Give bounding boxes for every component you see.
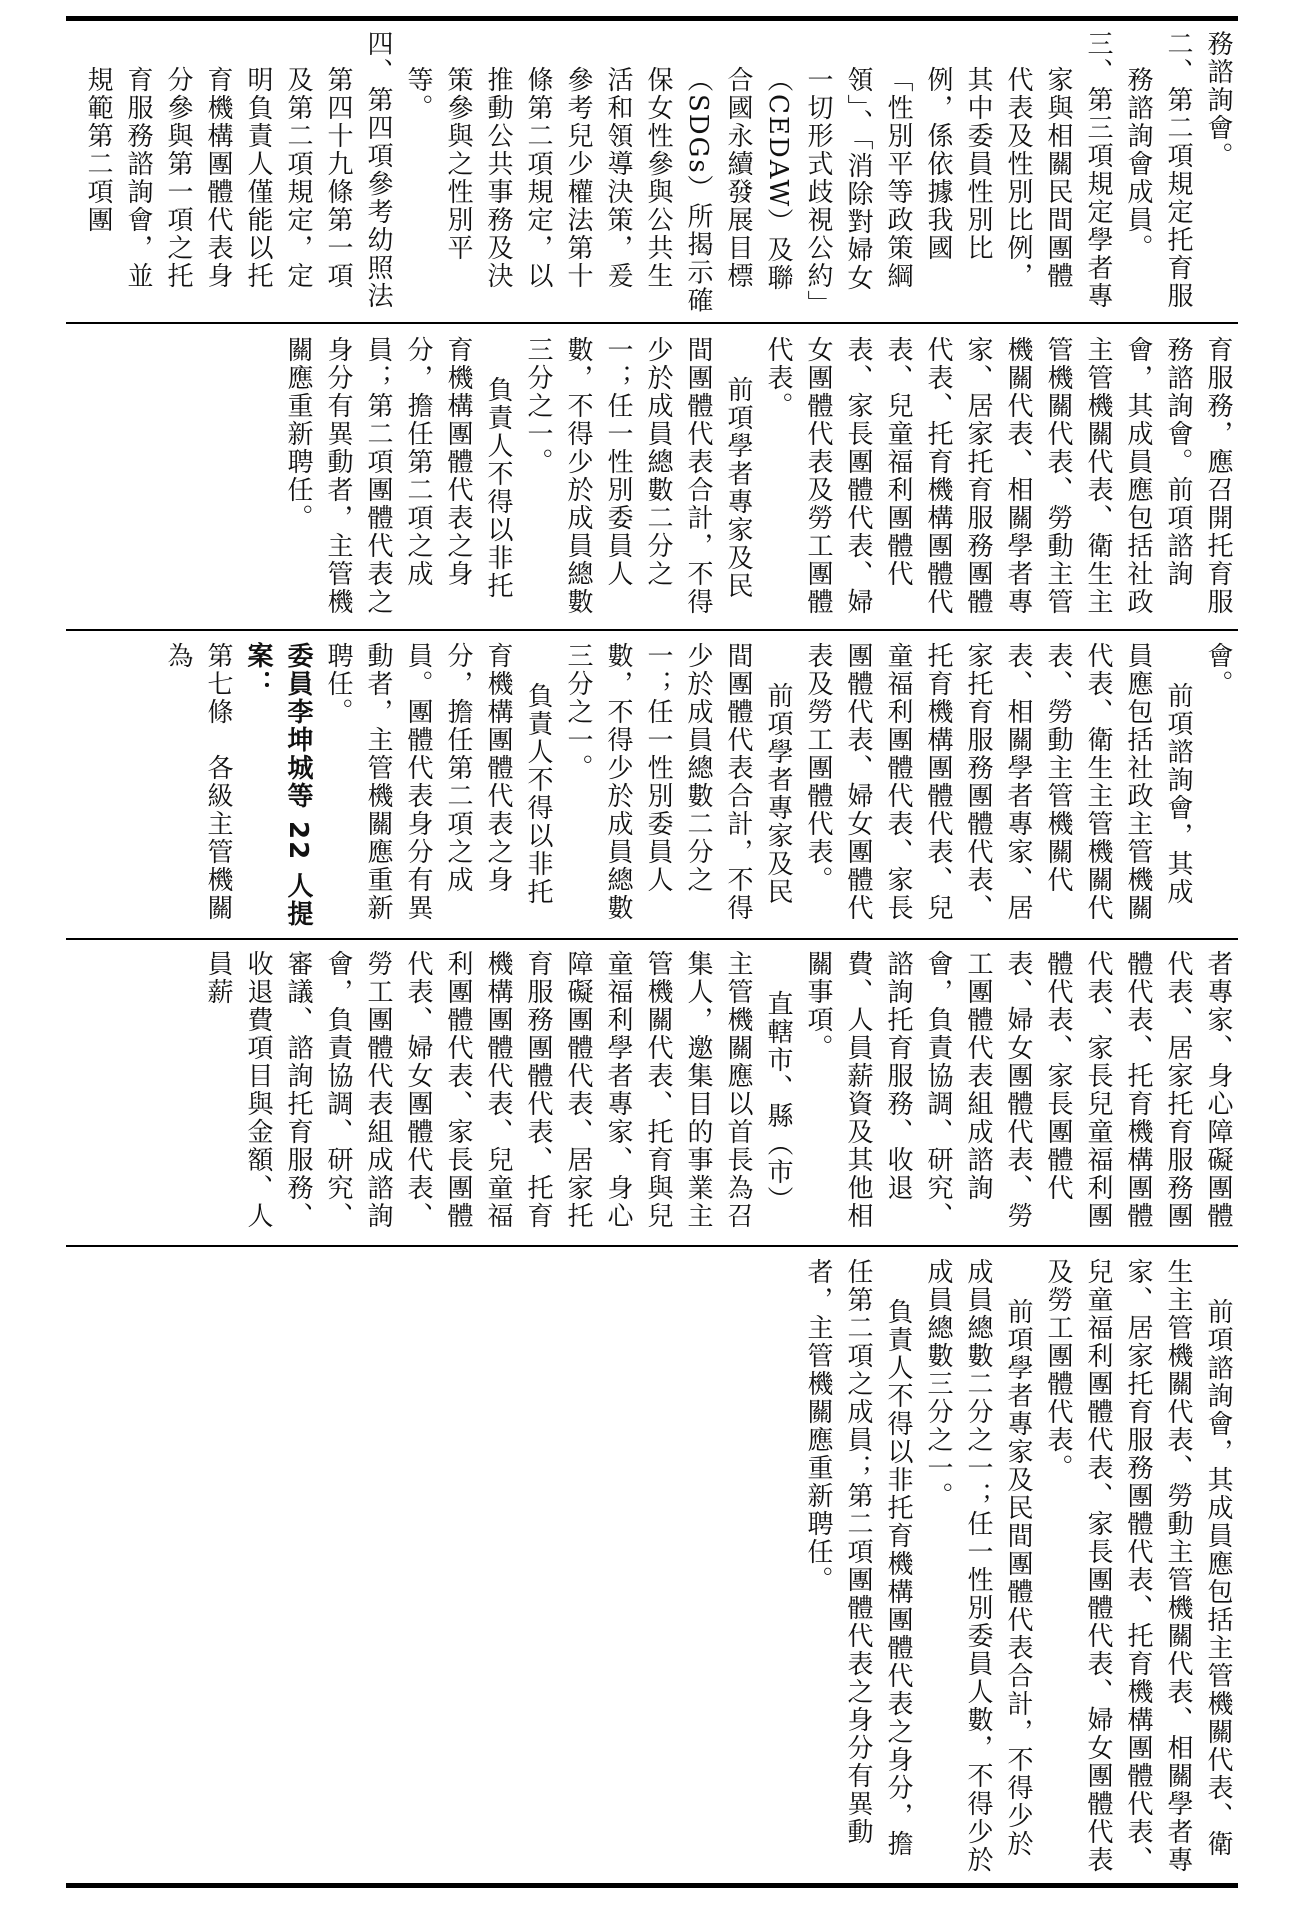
proposal-heading: 委員李坤城等 22 人提案： — [243, 642, 313, 929]
paragraph: 前項諮詢會，其成員應包括社政主管機關代表、衛生主管機關代表、勞動主管機關代表、相關學者專家、居家托育服務團體代表、托育機構團體代表、兒童福利團體代表、家長團體代表、婦女團體代表及勞工團體代表。 — [803, 642, 1193, 922]
paragraph: 負責人不得以非托育機構團體代表之身分，擔任第二項之成員；第二項團體代表之身分有異動者，主管機關應重新聘任。 — [803, 1258, 913, 1858]
text-block-5 — [66, 1258, 1238, 1878]
paragraph: 前項學者專家及民間團體代表合計，不得少於成員總數二分之一；任一性別委員人數，不得少於成員總數三分之一。 — [563, 642, 793, 922]
paragraph: 前項學者專家及民間團體代表合計，不得少於成員總數二分之一；任一性別委員人數，不得少於成員總數三分之一。 — [523, 336, 753, 616]
text-block-3 — [66, 642, 1238, 932]
paragraph: 三、第三項規定學者專家與相關民間團體代表及性別比例，其中委員性別比例，係依據我國「性別平等政策綱領」、「消除對婦女一切形式歧視公約」（CEDAW）及聯合國永續發展目標（SDGs）所揭示確保女性參與公共生活和領導決策，爰參考兒少權法第十條第二項規定，以推動公共事務及決策參與之性別平等。 — [403, 30, 1113, 315]
column-divider — [66, 629, 1238, 631]
paragraph: 直轄市、縣（市）主管機關應以首長為召集人，邀集目的事業主管機關代表、托育與兒童福利學者專家、身心障礙團體代表、居家托育服務團體代表、托育機構團體代表、兒童福利團體代表、家長團體代表、婦女團體代表、勞工團體代表組成諮詢會，負責協調、研究、審議、諮詢托育服務、收退費項目與金額、人員薪 — [203, 950, 793, 1230]
paragraph: 者專家、身心障礙團體代表、居家托育服務團體代表、托育機構團體代表、家長兒童福利團體代表、家長團體代表、婦女團體代表、勞工團體代表組成諮詢會，負責協調、研究、諮詢托育服務、收退費、人員薪資及其他相關事項。 — [803, 950, 1233, 1230]
paragraph: 四、第四項參考幼照法第四十九條第一項及第二項規定，定明負責人僅能以托育機構團體代表身分參與第一項之托育服務諮詢會，並規範第二項團 — [83, 30, 393, 310]
paragraph: 二、第二項規定托育服務諮詢會成員。 — [1123, 30, 1193, 310]
bottom-rule — [66, 1883, 1238, 1888]
paragraph: 務諮詢會。 — [1203, 30, 1233, 170]
text-block-4 — [66, 950, 1238, 1240]
column-divider — [66, 322, 1238, 324]
text-block-2 — [66, 336, 1238, 623]
paragraph: 第七條 各級主管機關為 — [163, 642, 233, 922]
paragraph: 會。 — [1203, 642, 1233, 698]
paragraph: 前項學者專家及民間團體代表合計，不得少於成員總數二分之一；任一性別委員人數，不得少於成員總數三分之一。 — [923, 1258, 1033, 1874]
column-divider — [66, 1245, 1238, 1247]
paragraph: 育服務，應召開托育服務諮詢會。前項諮詢會，其成員應包括社政主管機關代表、衛生主管機關代表、勞動主管機關代表、相關學者專家、居家托育服務團體代表、托育機構團體代表、兒童福利團體代表、家長團體代表、婦女團體代表及勞工團體代表。 — [763, 336, 1233, 616]
paragraph: 負責人不得以非托育機構團體代表之身分，擔任第二項之成員；第二項團體代表之身分有異動者，主管機關應重新聘任。 — [283, 336, 513, 616]
text-block-1 — [66, 30, 1238, 315]
paragraph: 前項諮詢會，其成員應包括主管機關代表、衛生主管機關代表、勞動主管機關代表、相關學者專家、居家托育服務團體代表、托育機構團體代表、兒童福利團體代表、家長團體代表、婦女團體代表及勞工團體代表。 — [1043, 1258, 1233, 1874]
paragraph: 負責人不得以非托育機構團體代表之身分，擔任第二項之成員。團體代表身分有異動者，主管機關應重新聘任。 — [323, 642, 553, 922]
top-rule — [66, 16, 1238, 21]
column-divider — [66, 938, 1238, 940]
